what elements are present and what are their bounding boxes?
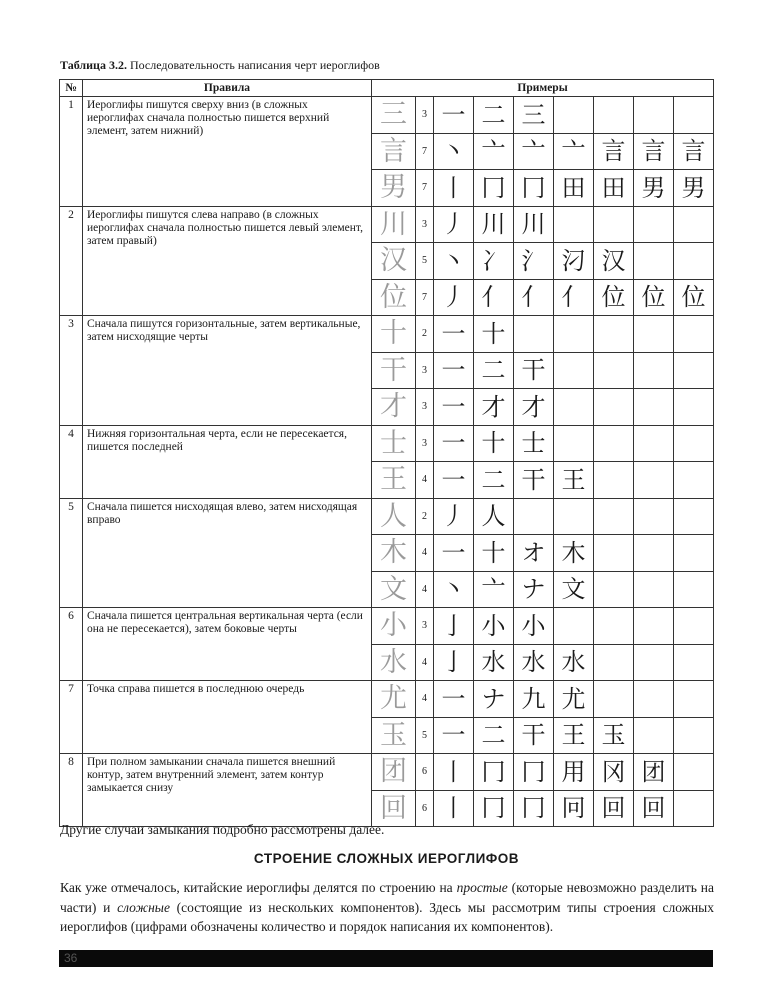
stroke-step — [634, 352, 674, 389]
stroke-step — [674, 717, 714, 754]
page-footer-bar — [59, 950, 713, 967]
stroke-step — [674, 352, 714, 389]
stroke-step — [634, 316, 674, 353]
stroke-step: 干 — [514, 462, 554, 499]
stroke-step: 木 — [554, 535, 594, 572]
stroke-step: 丶 — [434, 133, 474, 170]
stroke-count: 7 — [416, 279, 434, 316]
stroke-step: 用 — [554, 754, 594, 791]
stroke-step — [674, 97, 714, 134]
example-character: 干 — [372, 352, 416, 389]
stroke-step: オ — [514, 535, 554, 572]
stroke-step — [674, 498, 714, 535]
stroke-step — [634, 97, 674, 134]
stroke-step: 男 — [634, 170, 674, 207]
para-part-2: (которые невозможно разделить на части) и — [60, 880, 714, 915]
stroke-step: 十 — [474, 425, 514, 462]
stroke-step: 冋 — [554, 790, 594, 827]
rule-text: Точка справа пишется в последнюю очередь — [83, 681, 372, 754]
stroke-step — [674, 425, 714, 462]
stroke-count: 3 — [416, 97, 434, 134]
table-row — [60, 425, 714, 462]
example-character: 三 — [372, 97, 416, 134]
stroke-step — [634, 681, 674, 718]
example-character: 玉 — [372, 717, 416, 754]
stroke-step: 回 — [594, 790, 634, 827]
stroke-step: 水 — [554, 644, 594, 681]
stroke-step: 冫 — [474, 243, 514, 280]
stroke-step — [634, 571, 674, 608]
stroke-count: 4 — [416, 571, 434, 608]
example-character: 小 — [372, 608, 416, 645]
example-character: 十 — [372, 316, 416, 353]
stroke-step — [594, 462, 634, 499]
stroke-step: 十 — [474, 535, 514, 572]
stroke-step — [554, 425, 594, 462]
para-emphasis-simple: простые — [456, 880, 508, 895]
stroke-step — [674, 571, 714, 608]
stroke-step — [674, 535, 714, 572]
stroke-step: 玉 — [594, 717, 634, 754]
stroke-step: 亅 — [434, 608, 474, 645]
stroke-step — [594, 97, 634, 134]
stroke-step — [674, 243, 714, 280]
stroke-step — [674, 389, 714, 426]
stroke-step: 丨 — [434, 754, 474, 791]
table-row — [60, 754, 714, 791]
stroke-step: 丿 — [434, 206, 474, 243]
stroke-step: 一 — [434, 425, 474, 462]
rule-number: 5 — [60, 498, 83, 608]
rule-number: 6 — [60, 608, 83, 681]
stroke-step: 冂 — [514, 790, 554, 827]
stroke-step: 丨 — [434, 170, 474, 207]
stroke-step: 尤 — [554, 681, 594, 718]
rule-text: Нижняя горизонтальная черта, если не пересекается, пишется последней — [83, 425, 372, 498]
stroke-step: 丶 — [434, 571, 474, 608]
header-num: № — [60, 80, 83, 97]
stroke-step — [554, 352, 594, 389]
stroke-step: 亠 — [474, 571, 514, 608]
stroke-step — [514, 316, 554, 353]
stroke-count: 3 — [416, 352, 434, 389]
stroke-step: ナ — [474, 681, 514, 718]
stroke-step: 冂 — [474, 754, 514, 791]
stroke-step: 冂 — [514, 170, 554, 207]
example-character: 士 — [372, 425, 416, 462]
example-character: 水 — [372, 644, 416, 681]
table-body — [60, 97, 714, 827]
header-rules: Правила — [83, 80, 372, 97]
stroke-step: 田 — [594, 170, 634, 207]
stroke-step — [554, 316, 594, 353]
stroke-step — [634, 389, 674, 426]
stroke-step: 冂 — [474, 790, 514, 827]
page-number: 36 — [64, 951, 78, 965]
rule-number: 3 — [60, 316, 83, 426]
stroke-step: 干 — [514, 717, 554, 754]
stroke-step: 言 — [594, 133, 634, 170]
stroke-step: 位 — [634, 279, 674, 316]
stroke-count: 3 — [416, 425, 434, 462]
stroke-step: 王 — [554, 717, 594, 754]
stroke-step — [594, 644, 634, 681]
stroke-step: 二 — [474, 462, 514, 499]
stroke-step — [594, 206, 634, 243]
stroke-step: 亠 — [474, 133, 514, 170]
stroke-step: 亻 — [514, 279, 554, 316]
stroke-step: 亻 — [554, 279, 594, 316]
stroke-step — [674, 681, 714, 718]
example-character: 汉 — [372, 243, 416, 280]
stroke-step: 亅 — [434, 644, 474, 681]
stroke-step: 一 — [434, 97, 474, 134]
stroke-step: 川 — [474, 206, 514, 243]
example-character: 尤 — [372, 681, 416, 718]
stroke-step — [674, 608, 714, 645]
stroke-step — [674, 316, 714, 353]
example-character: 位 — [372, 279, 416, 316]
stroke-step: 一 — [434, 462, 474, 499]
stroke-step: 小 — [474, 608, 514, 645]
stroke-step — [594, 535, 634, 572]
stroke-count: 6 — [416, 754, 434, 791]
stroke-step: ナ — [514, 571, 554, 608]
stroke-step: 王 — [554, 462, 594, 499]
stroke-step: 一 — [434, 352, 474, 389]
stroke-step: 一 — [434, 717, 474, 754]
stroke-step: 团 — [634, 754, 674, 791]
stroke-count: 7 — [416, 133, 434, 170]
stroke-step: 丿 — [434, 498, 474, 535]
table-row — [60, 206, 714, 243]
stroke-count: 4 — [416, 535, 434, 572]
stroke-step — [594, 425, 634, 462]
stroke-step: 氵 — [514, 243, 554, 280]
stroke-step — [554, 97, 594, 134]
stroke-step: 冂 — [514, 754, 554, 791]
para-part-3: (состоящие из нескольких компонентов). Здесь мы рассмотрим типы строения сложных иероглифов (цифрами обозначены количество и порядок написания их компонентов). — [60, 899, 715, 934]
example-character: 人 — [372, 498, 416, 535]
stroke-step — [634, 608, 674, 645]
stroke-count: 7 — [416, 170, 434, 207]
stroke-step — [594, 571, 634, 608]
stroke-step: 一 — [434, 316, 474, 353]
stroke-step — [674, 462, 714, 499]
stroke-step — [634, 462, 674, 499]
stroke-step: 冈 — [594, 754, 634, 791]
stroke-step: 才 — [514, 389, 554, 426]
rule-text: Сначала пишутся горизонтальные, затем вертикальные, затем нисходящие черты — [83, 316, 372, 426]
rule-text: Иероглифы пишутся сверху вниз (в сложных иероглифах сначала полностью пишется верхний элемент, затем нижний) — [83, 97, 372, 207]
table-row — [60, 97, 714, 134]
stroke-step — [634, 717, 674, 754]
stroke-step: 亠 — [554, 133, 594, 170]
stroke-step: 人 — [474, 498, 514, 535]
example-character: 言 — [372, 133, 416, 170]
body-paragraph — [60, 878, 714, 937]
stroke-step — [594, 498, 634, 535]
stroke-step: 言 — [674, 133, 714, 170]
stroke-order-table — [59, 79, 714, 827]
stroke-step: 小 — [514, 608, 554, 645]
stroke-count: 2 — [416, 316, 434, 353]
stroke-step: 才 — [474, 389, 514, 426]
stroke-step — [634, 535, 674, 572]
stroke-step: 干 — [514, 352, 554, 389]
header-examples: Примеры — [372, 80, 714, 97]
stroke-step — [674, 754, 714, 791]
stroke-step: 位 — [674, 279, 714, 316]
rule-number: 8 — [60, 754, 83, 827]
rule-text: Иероглифы пишутся слева направо (в сложных иероглифах сначала полностью пишется левый элемент, затем правый) — [83, 206, 372, 316]
stroke-step: 丶 — [434, 243, 474, 280]
stroke-step: 丿 — [434, 279, 474, 316]
stroke-step: 二 — [474, 717, 514, 754]
stroke-step: 丨 — [434, 790, 474, 827]
table-row — [60, 498, 714, 535]
stroke-step — [674, 644, 714, 681]
stroke-step: 十 — [474, 316, 514, 353]
stroke-step: 汉 — [594, 243, 634, 280]
stroke-step — [674, 790, 714, 827]
stroke-step: 位 — [594, 279, 634, 316]
stroke-count: 3 — [416, 389, 434, 426]
stroke-step — [594, 389, 634, 426]
stroke-count: 3 — [416, 608, 434, 645]
stroke-step — [554, 608, 594, 645]
stroke-step: 亠 — [514, 133, 554, 170]
table-row — [60, 608, 714, 645]
stroke-step — [634, 644, 674, 681]
rule-number: 1 — [60, 97, 83, 207]
example-character: 王 — [372, 462, 416, 499]
stroke-step: 亻 — [474, 279, 514, 316]
rule-text: Сначала пишется центральная вертикальная черта (если она не пересекается), затем боковые черты — [83, 608, 372, 681]
stroke-step — [594, 681, 634, 718]
stroke-step — [634, 425, 674, 462]
stroke-step: 田 — [554, 170, 594, 207]
stroke-step — [554, 206, 594, 243]
stroke-step: 回 — [634, 790, 674, 827]
example-character: 男 — [372, 170, 416, 207]
caption-text: Последовательность написания черт иероглифов — [126, 58, 380, 72]
example-character: 川 — [372, 206, 416, 243]
stroke-count: 3 — [416, 206, 434, 243]
para-part-1: Как уже отмечалось, китайские иероглифы делятся по строению на — [60, 880, 457, 895]
stroke-step: 三 — [514, 97, 554, 134]
rule-number: 4 — [60, 425, 83, 498]
stroke-step — [594, 352, 634, 389]
stroke-step — [634, 206, 674, 243]
example-character: 文 — [372, 571, 416, 608]
stroke-count: 6 — [416, 790, 434, 827]
stroke-step — [514, 498, 554, 535]
stroke-step: 一 — [434, 681, 474, 718]
stroke-step: 士 — [514, 425, 554, 462]
stroke-step: 水 — [514, 644, 554, 681]
section-heading: СТРОЕНИЕ СЛОЖНЫХ ИЕРОГЛИФОВ — [253, 851, 520, 866]
stroke-count: 4 — [416, 681, 434, 718]
stroke-step: 九 — [514, 681, 554, 718]
stroke-step — [634, 498, 674, 535]
rule-text: При полном замыкании сначала пишется внешний контур, затем внутренний элемент, затем контур замыкается снизу — [83, 754, 372, 827]
rule-number: 7 — [60, 681, 83, 754]
stroke-step: 一 — [434, 389, 474, 426]
example-character: 才 — [372, 389, 416, 426]
stroke-step — [674, 206, 714, 243]
table-row — [60, 316, 714, 353]
table-header-row — [60, 80, 714, 97]
stroke-step: 言 — [634, 133, 674, 170]
stroke-count: 5 — [416, 243, 434, 280]
stroke-count: 5 — [416, 717, 434, 754]
stroke-count: 4 — [416, 462, 434, 499]
example-character: 回 — [372, 790, 416, 827]
stroke-step: 文 — [554, 571, 594, 608]
rule-text: Сначала пишется нисходящая влево, затем нисходящая вправо — [83, 498, 372, 608]
stroke-step — [554, 389, 594, 426]
example-character: 木 — [372, 535, 416, 572]
rule-number: 2 — [60, 206, 83, 316]
stroke-step: 男 — [674, 170, 714, 207]
stroke-step — [554, 498, 594, 535]
caption-label: Таблица 3.2. — [60, 58, 127, 72]
stroke-step: 水 — [474, 644, 514, 681]
stroke-step: 川 — [514, 206, 554, 243]
stroke-step: 二 — [474, 352, 514, 389]
stroke-count: 4 — [416, 644, 434, 681]
stroke-count: 2 — [416, 498, 434, 535]
stroke-step — [634, 243, 674, 280]
para-emphasis-complex: сложные — [117, 899, 170, 915]
table-row — [60, 681, 714, 718]
stroke-step: 冂 — [474, 170, 514, 207]
after-table-text: Другие случаи замыкания подробно рассмотрены далее. — [60, 822, 385, 837]
stroke-step — [594, 316, 634, 353]
stroke-step: 一 — [434, 535, 474, 572]
stroke-step: 汈 — [554, 243, 594, 280]
table-caption — [60, 58, 380, 73]
example-character: 团 — [372, 754, 416, 791]
stroke-step — [594, 608, 634, 645]
stroke-step: 二 — [474, 97, 514, 134]
